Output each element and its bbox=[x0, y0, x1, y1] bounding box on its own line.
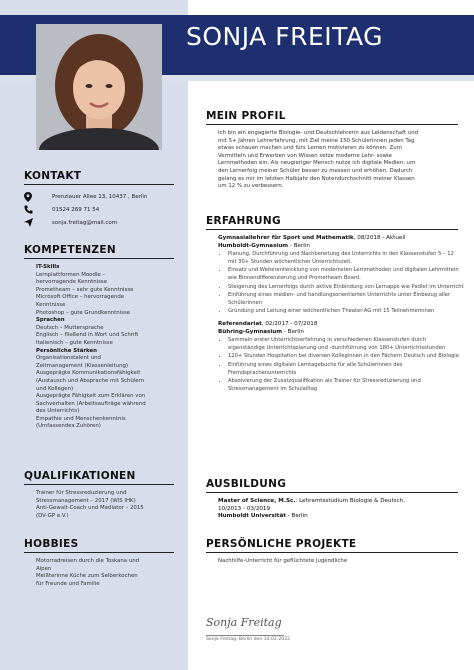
profile-heading: MEIN PROFIL bbox=[206, 110, 286, 122]
signature-caption: Sonja Freitag, Berlin den 14.02.2022 bbox=[206, 637, 291, 642]
education-heading: AUSBILDUNG bbox=[206, 478, 287, 490]
job-role: Gymnasiallehrer für Sport und Mathematik bbox=[218, 235, 354, 241]
hobby-item: Motorradreisen durch die Toskana und bbox=[36, 558, 140, 564]
experience-heading: ERFAHRUNG bbox=[206, 215, 281, 227]
skill-item: Lernplattformen Moodle – bbox=[36, 271, 106, 278]
hobbies-heading: HOBBIES bbox=[24, 538, 79, 550]
skills-heading: KOMPETENZEN bbox=[24, 244, 116, 256]
qualification-item: Anti-Gewalt-Coach und Mediator – 2015 bbox=[36, 505, 144, 512]
skills-section bbox=[24, 244, 184, 431]
qualification-item: (DV-GP e.V.) bbox=[36, 512, 69, 519]
job-header bbox=[206, 321, 464, 336]
divider bbox=[24, 552, 174, 553]
profile-section bbox=[206, 110, 464, 191]
job-bullets bbox=[206, 251, 464, 316]
strength-item: Organisationstalent und bbox=[36, 355, 101, 362]
strength-item: Sachverhalten (Arbeitsaufträge während bbox=[36, 400, 146, 407]
hobbies-section bbox=[24, 538, 184, 588]
qualifications-section bbox=[24, 470, 184, 520]
language-item: Italienisch – gute Kenntnisse bbox=[36, 339, 113, 346]
location-icon bbox=[24, 192, 38, 202]
skill-item: Photoshop – gute Grundkenntnisse bbox=[36, 309, 131, 316]
address-text: Prenzlauer Allee 13, 10437 , Berlin bbox=[52, 193, 148, 200]
hobbies-list bbox=[24, 558, 184, 588]
strength-item: Ausgeprägte Kommunikationsfähigkeit bbox=[36, 370, 141, 377]
contact-section bbox=[24, 170, 184, 229]
education-org: Humboldt Universität bbox=[218, 513, 286, 520]
job-role: Referendariat bbox=[218, 320, 262, 327]
profile-line: Lernmethoden ein. Als neugieriger Mensch nutze ich digitale Medien, um bbox=[218, 160, 416, 167]
divider bbox=[206, 124, 458, 125]
profile-line: um 12 % zu verbessern. bbox=[218, 183, 284, 190]
strength-item: Ausgeprägte Fähigkeit zum Erklären von bbox=[36, 393, 146, 400]
job-org: Bühring-Gymnasium bbox=[218, 328, 283, 335]
phone-icon bbox=[24, 205, 38, 214]
divider bbox=[24, 484, 174, 485]
profile-text bbox=[206, 130, 464, 191]
qualification-item: Stressmanagement – 2017 (WIS IHK) bbox=[36, 497, 136, 504]
strength-item: Zeitmanagement (Klassenleitung) bbox=[36, 362, 129, 369]
skill-item: Kenntnisse bbox=[36, 301, 66, 308]
job-bullet: • Absolvierung der Zusatzqualifikation als Trainer für Stressreduzierung und Stressmanagement im Schulalltag bbox=[228, 378, 464, 393]
hobby-item: Meißterinne Küche zum Selberkochen bbox=[36, 573, 138, 580]
education-entry bbox=[206, 498, 464, 521]
project-item: Nachhilfe-Unterricht für geflüchtete Jugendliche bbox=[218, 558, 348, 564]
degree-detail: : Lehramtsstudium Biologie & Deutsch, bbox=[295, 498, 405, 504]
hobby-item: Alpen bbox=[36, 565, 52, 572]
job-bullets bbox=[206, 337, 464, 393]
language-item: Englisch – fließend in Wort und Schrift bbox=[36, 332, 139, 339]
job-dates: , 08/2018 - Aktuell bbox=[353, 235, 406, 241]
strength-item: (Umfassendes Zuhören) bbox=[36, 423, 101, 430]
experience-section bbox=[206, 215, 464, 394]
contact-address bbox=[24, 190, 184, 203]
qualification-item: Trainer für Stressreduzierung und bbox=[36, 490, 127, 496]
job-bullet: • Steigerung des Lernerfolgs durch aktive Einbindung von Lernapps wie Padlet im Unterricht bbox=[228, 284, 464, 292]
job-place: - Berlin bbox=[282, 328, 304, 335]
qualifications-list bbox=[24, 490, 184, 520]
strength-item: und Kollegen) bbox=[36, 385, 74, 392]
divider bbox=[24, 184, 174, 185]
divider bbox=[206, 552, 458, 553]
job-bullet: • Planung, Durchführung und Nachbereitung des Unterrichts in den Klassenstufen 5 – 12 mit 30+ Stunden wöchentlicher Unterrichtszeit. bbox=[228, 251, 464, 266]
job-bullet: • 120+ Stunden Hospitation bei diversen Kolleginnen in den Fächern Deutsch und Biologie bbox=[228, 353, 464, 361]
divider bbox=[24, 258, 174, 259]
degree-name: Master of Science, M.Sc. bbox=[218, 498, 296, 504]
signature-line bbox=[206, 635, 284, 636]
projects-heading: PERSÖNLICHE PROJEKTE bbox=[206, 538, 357, 550]
job-bullet: • Einsatz und Weiterentwicklung von modernsten Lernmethoden und digitalen Lehrmitteln wie Binnendifferenzierung und Prometheam Board. bbox=[228, 267, 464, 282]
it-skills-heading: IT-Skills bbox=[36, 264, 60, 270]
job-dates: , 02/2017 - 07/2018 bbox=[261, 320, 318, 327]
strength-item: (Austausch und Absprache mit Schülern bbox=[36, 377, 145, 384]
languages-heading: Sprachen bbox=[36, 317, 65, 324]
qualifications-heading: QUALIFIKATIONEN bbox=[24, 470, 136, 482]
strength-item: des Unterrichts) bbox=[36, 408, 80, 415]
signature: Sonja Freitag bbox=[206, 616, 282, 629]
send-icon bbox=[24, 218, 38, 227]
skill-item: Prometheam – sehr gute Kenntnisse bbox=[36, 286, 134, 293]
skills-list bbox=[24, 264, 184, 431]
projects-section bbox=[206, 538, 464, 566]
job-bullet: • Einführung eines medien- und handlungsorientierten Unterrichts unter Einbezug aller Schülerinnen bbox=[228, 292, 464, 307]
contact-phone bbox=[24, 203, 184, 216]
job-bullet: • Gründung und Leitung einer wöchentlichen Theater-AG mit 15 Teilnehmerinnen bbox=[228, 308, 464, 316]
job-bullet: • Einführung eines digitalen Lerntagebuchs für alle Schülerinnen des Fremdsprachenunterrichts bbox=[228, 362, 464, 377]
candidate-name: SONJA FREITAG bbox=[186, 22, 384, 51]
phone-text: 01524 269 71 54 bbox=[52, 206, 100, 213]
profile-line: gelang es mir im letzten Halbjahr den Notendurchschnitt meiner Klassen bbox=[218, 175, 415, 182]
hobby-item: für Freunde und Familie bbox=[36, 580, 100, 587]
job-header bbox=[206, 235, 464, 250]
skill-item: Microsoft Office – hervorragende bbox=[36, 294, 125, 301]
strengths-heading: Persönliche Stärken bbox=[36, 347, 97, 354]
profile-line: den Lernerfolg meiner Schüler besser zu messen und erhöhen. Dadurch bbox=[218, 167, 413, 174]
education-dates: 10/2013 - 03/2019 bbox=[218, 505, 271, 512]
job-org: Humboldt-Gymnasium bbox=[218, 242, 289, 249]
education-place: - Berlin bbox=[285, 513, 308, 520]
contact-heading: KONTAKT bbox=[24, 170, 82, 182]
education-section bbox=[206, 478, 464, 521]
job-place: - Berlin bbox=[288, 242, 310, 249]
divider bbox=[206, 229, 458, 230]
profile-line: mit 5+ Jahren Lehrerfahrung, mit Ziel meine 150 Schülerinnen jeden Tag bbox=[218, 137, 415, 144]
divider bbox=[206, 492, 458, 493]
profile-line: etwas schauen machen und fürs Lernen motivieren zu können. Zum bbox=[218, 145, 402, 152]
email-link[interactable]: sonja.freitag@mail.com bbox=[52, 219, 118, 226]
profile-line: Vermitteln und Erwerben von Wissen setze moderne Lehr- sowie bbox=[218, 152, 392, 159]
profile-photo bbox=[36, 24, 162, 150]
profile-line: Ich bin ein engagierte Biologie- und Deutschlehrerin aus Leidenschaft und bbox=[218, 130, 419, 136]
strength-item: Empathie und Menschenkenntnis bbox=[36, 415, 126, 422]
skill-item: hervorragende Kenntnisse bbox=[36, 279, 108, 286]
job-bullet: • Sammeln erster Unterrichtserfahrung in verschiedenen Klassenstufen durch eigenständige Unterrichtsplanung und -durchführung von 180+ Unterrichtsstunden bbox=[228, 337, 464, 352]
contact-email bbox=[24, 216, 184, 229]
language-item: Deutsch – Muttersprache bbox=[36, 324, 104, 331]
